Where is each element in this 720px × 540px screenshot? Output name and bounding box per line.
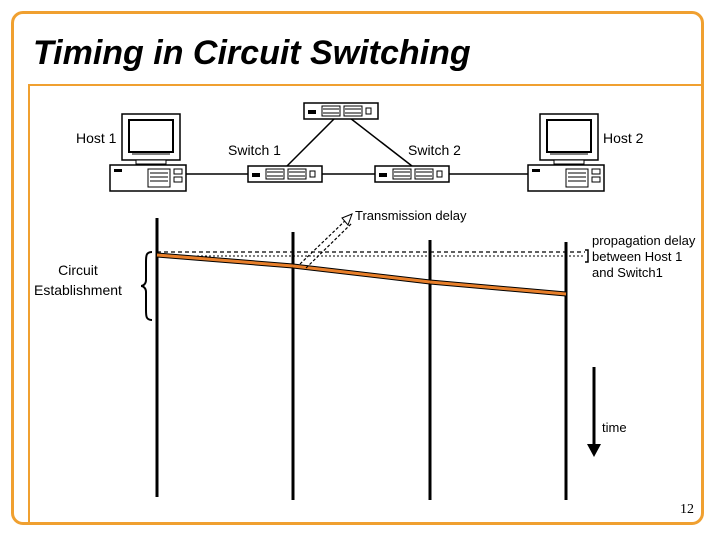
- circuit-establishment-label: Circuit Establishment: [34, 262, 122, 298]
- switch2-icon: [375, 166, 449, 182]
- switch1-label: Switch 1: [228, 142, 281, 158]
- switch1-icon: [248, 166, 322, 182]
- host2-label: Host 2: [603, 130, 644, 146]
- signal-path: [157, 255, 566, 294]
- propagation-delay-label: propagation delay between Host 1 and Switch1: [592, 233, 696, 280]
- time-arrow: [587, 367, 601, 457]
- propagation-brace: [585, 250, 588, 262]
- slide-title: Timing in Circuit Switching: [33, 34, 471, 72]
- host1-computer-icon: [110, 114, 186, 191]
- host1-label: Host 1: [76, 130, 117, 146]
- top-switch-icon: [304, 103, 378, 119]
- establishment-bracket: [141, 252, 152, 320]
- time-label: time: [602, 420, 627, 435]
- switch2-label: Switch 2: [408, 142, 461, 158]
- host2-computer-icon: [528, 114, 604, 191]
- transmission-delay-arrow: [300, 214, 352, 268]
- transmission-delay-label: Transmission delay: [355, 208, 467, 223]
- page-number: 12: [680, 502, 694, 517]
